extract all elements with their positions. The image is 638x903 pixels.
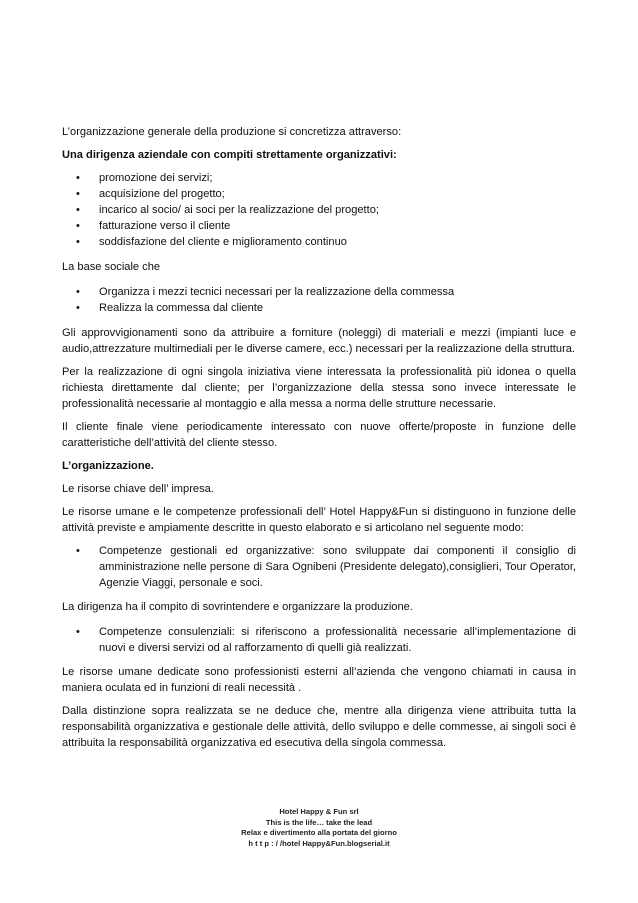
realizzazione-paragraph: Per la realizzazione di ogni singola iniziativa viene interessata la professionalità più idonea o quella richiesta direttamente dal cliente; per l’organizzazione della stessa sono invece interessate le professionalità necessarie al montaggio e alla messa a norma delle strutture necessarie. <box>62 366 576 410</box>
risorse-chiave-paragraph: Le risorse chiave dell’ impresa. <box>62 483 214 495</box>
cliente-paragraph: Il cliente finale viene periodicamente interessato con nuove offerte/proposte in funzione delle caratteristiche dell’attività del cliente stesso. <box>62 421 576 449</box>
list-item: • Organizza i mezzi tecnici necessari per la realizzazione della commessa <box>62 284 576 300</box>
list-item: • acquisizione del progetto; <box>62 186 576 202</box>
list-item: • promozione dei servizi; <box>62 170 576 186</box>
intro-paragraph: L’organizzazione generale della produzione si concretizza attraverso: <box>62 126 402 138</box>
base-sociale-list <box>62 284 576 316</box>
footer-company: Hotel Happy & Fun srl <box>279 807 359 816</box>
competenze-gestionali-list <box>62 543 576 591</box>
dirigenza-heading: Una dirigenza aziendale con compiti strettamente organizzativi: <box>62 149 397 161</box>
list-item: • Realizza la commessa dal cliente <box>62 300 576 316</box>
competenze-consulenziali-list <box>62 624 576 656</box>
base-sociale-paragraph: La base sociale che <box>62 261 161 273</box>
dirigenza-list <box>62 170 576 250</box>
risorse-umane-paragraph: Le risorse umane e le competenze professionali dell’ Hotel Happy&Fun si distinguono in funzione delle attività previste e ampiamente descritte in questo elaborato e si articolano nel seguente modo: <box>62 506 576 534</box>
document-body <box>62 124 576 751</box>
footer-tagline: This is the life… take the lead <box>265 817 373 827</box>
footer-website: h t t p : / /hotel Happy&Fun.blogserial.it <box>248 838 390 848</box>
page-footer <box>0 807 638 849</box>
distinzione-paragraph: Dalla distinzione sopra realizzata se ne deduce che, mentre alla dirigenza viene attribuita tutta la responsabilità organizzativa e gestionale delle attività, dello sviluppo e delle commesse, ai singoli soci è attribuita la responsabilità organizzativa ed esecutiva della singola commessa. <box>62 705 576 749</box>
list-item: • soddisfazione del cliente e miglioramento continuo <box>62 234 576 250</box>
list-item: • Competenze consulenziali: si riferiscono a professionalità necessarie all’implementazione di nuovi e diversi servizi od al rafforzamento di quelli già realizzati. <box>62 624 576 656</box>
dirigenza-compito-paragraph: La dirigenza ha il compito di sovrintendere e organizzare la produzione. <box>62 601 413 613</box>
footer-subtitle: Relax e divertimento alla portata del giorno <box>241 828 397 837</box>
list-item: • Competenze gestionali ed organizzative: sono sviluppate dai componenti il consiglio di amministrazione nelle persone di Sara Ognibeni (Presidente delegato),consiglieri, Tour Operator, Agenzie Viaggi, personale e soci. <box>62 543 576 591</box>
risorse-esterne-paragraph: Le risorse umane dedicate sono professionisti esterni all’azienda che vengono chiamati in causa in maniera oculata ed in funzioni di reali necessità . <box>62 666 576 694</box>
approvvigionamenti-paragraph: Gli approvvigionamenti sono da attribuire a forniture (noleggi) di materiali e mezzi (impianti luce e audio,attrezzature multimediali per le diverse camere, ecc.) necessari per la realizzazione della struttura. <box>62 327 576 355</box>
list-item: • incarico al socio/ ai soci per la realizzazione del progetto; <box>62 202 576 218</box>
organizzazione-heading: L’organizzazione. <box>62 460 154 472</box>
list-item: • fatturazione verso il cliente <box>62 218 576 234</box>
